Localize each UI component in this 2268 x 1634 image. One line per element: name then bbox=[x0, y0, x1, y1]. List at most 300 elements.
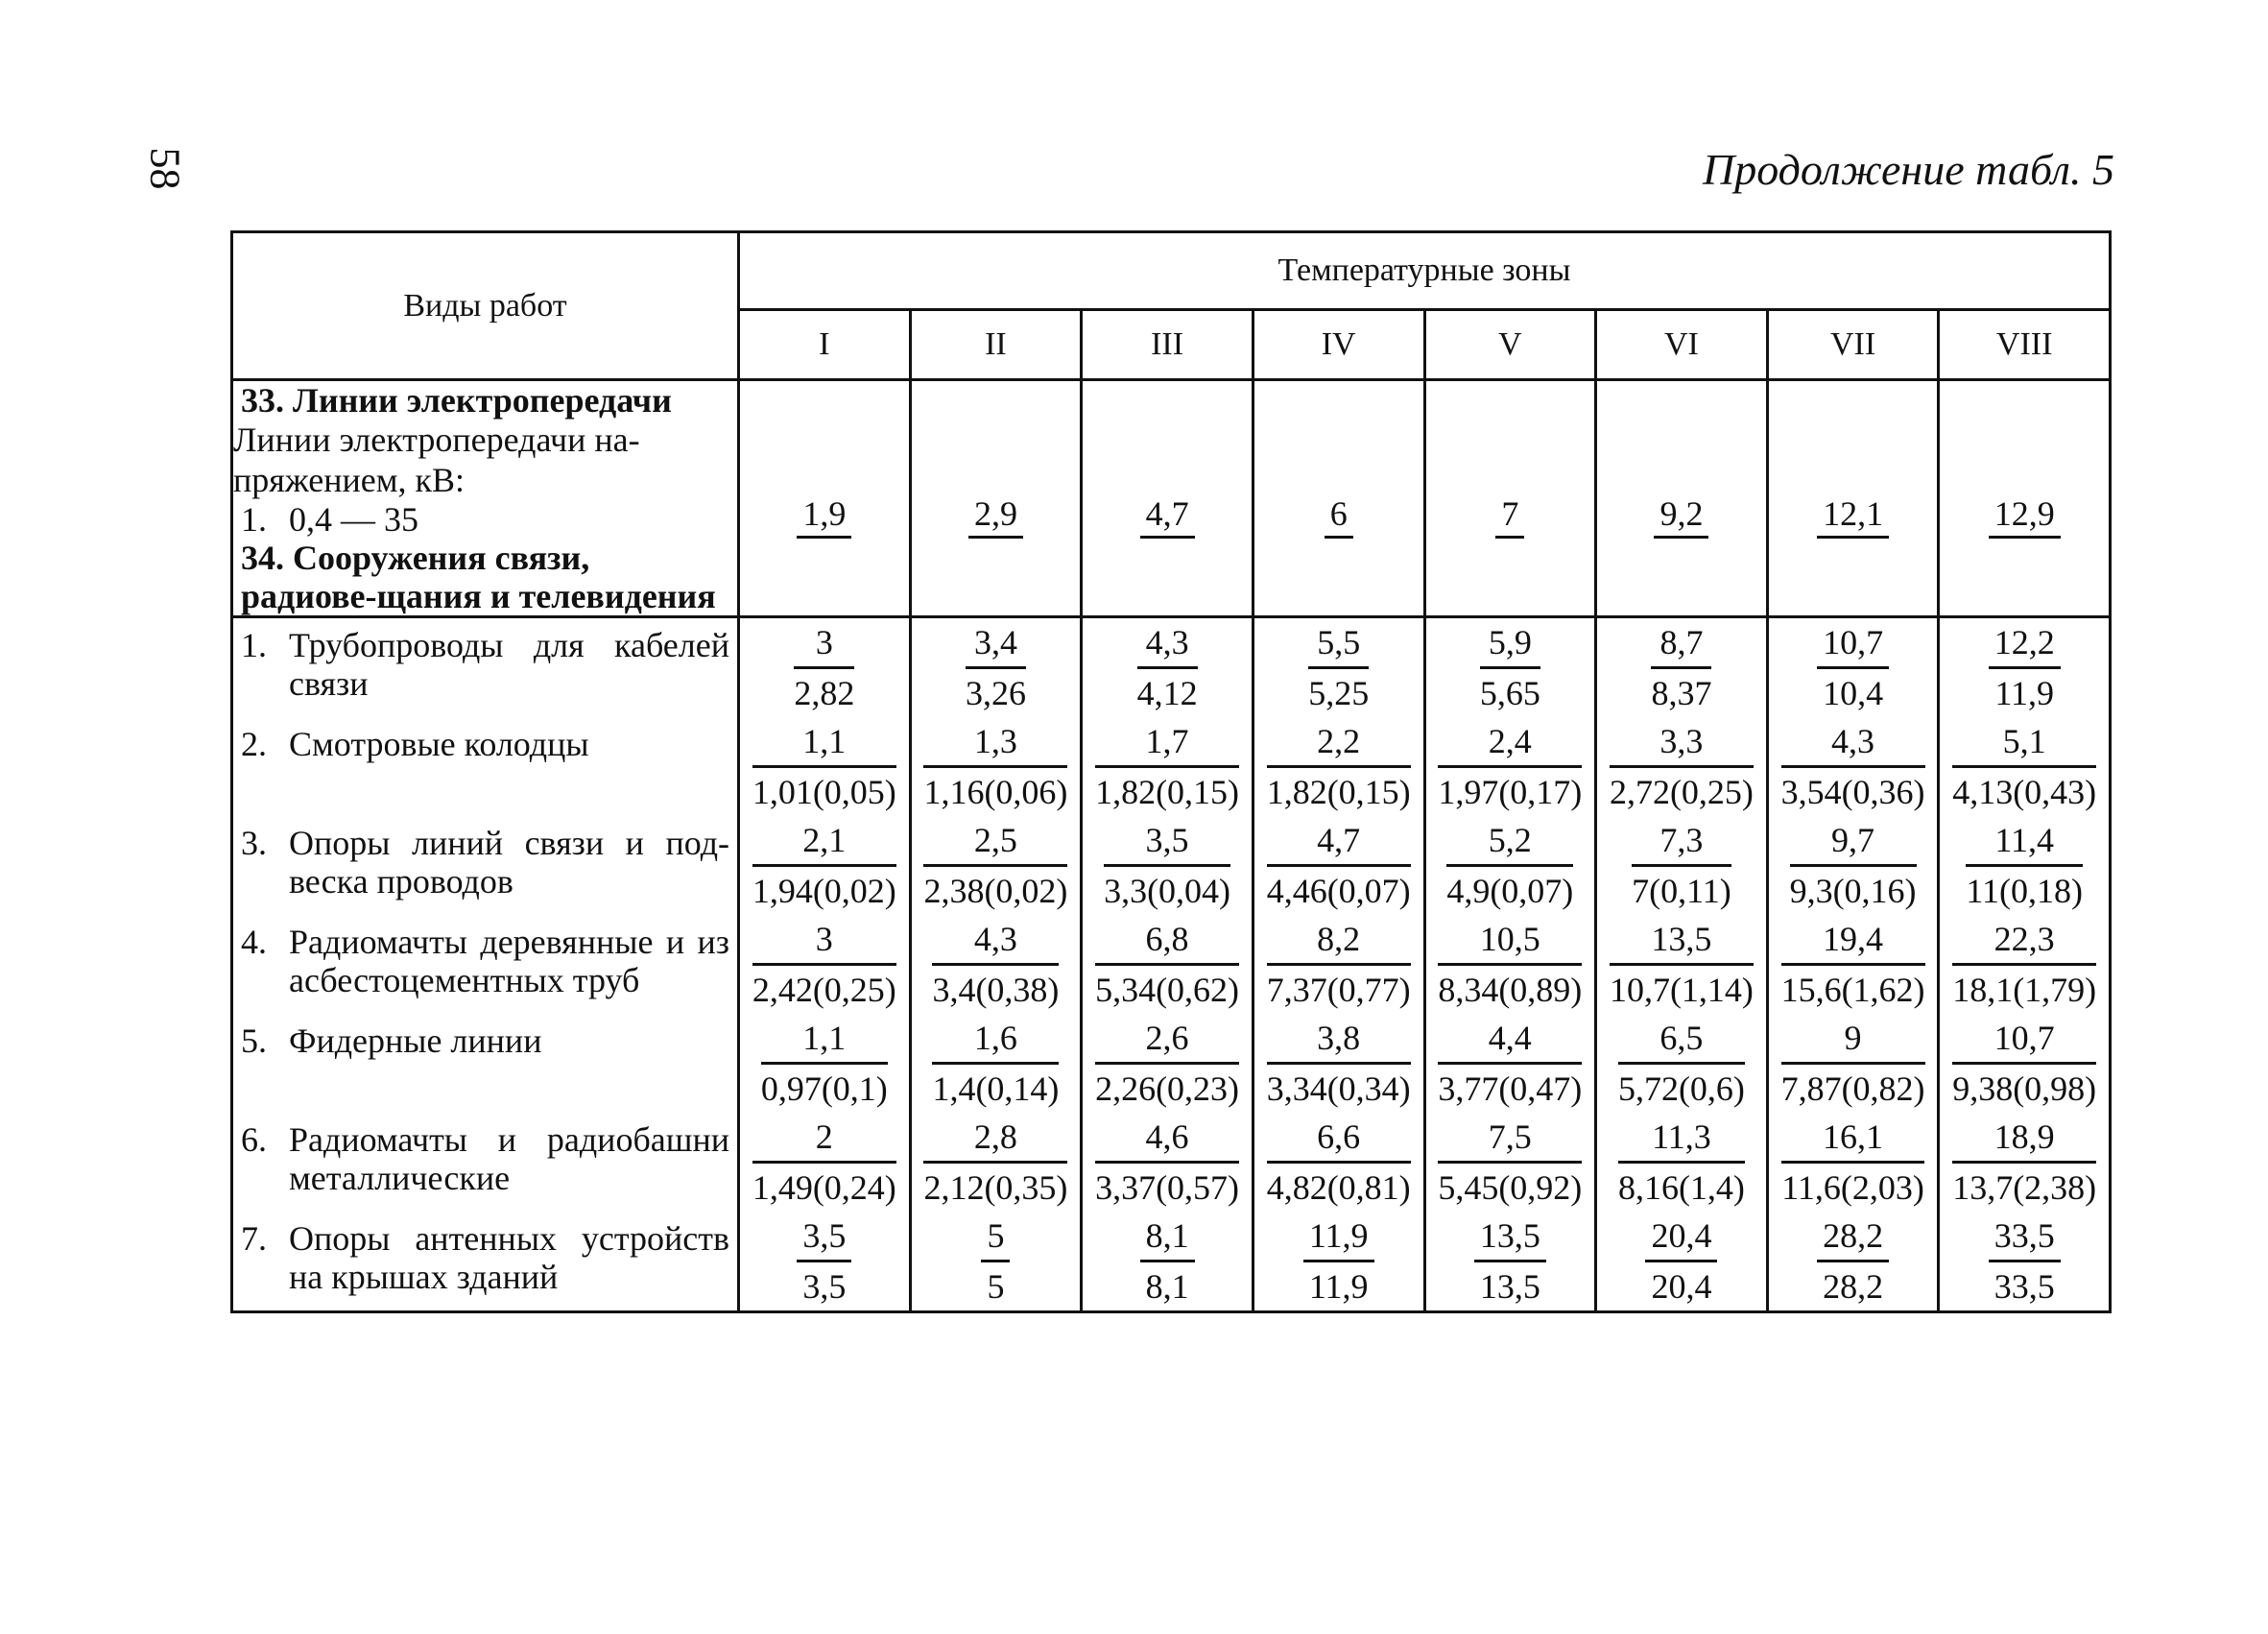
value-cell bbox=[1424, 717, 1596, 816]
denominator: 2,72(0,25) bbox=[1609, 773, 1754, 811]
fraction-value bbox=[1817, 1212, 1889, 1310]
denominator: 2,38(0,02) bbox=[923, 872, 1068, 910]
fraction-value bbox=[1781, 915, 1925, 1014]
empty-cell bbox=[1424, 539, 1596, 617]
numerator: 28,2 bbox=[1817, 1212, 1889, 1262]
value: 2,9 bbox=[968, 492, 1023, 539]
value-cell bbox=[910, 1014, 1082, 1113]
value-cell bbox=[1424, 915, 1596, 1014]
denominator: 11,6(2,03) bbox=[1781, 1168, 1924, 1207]
row-label-cell bbox=[232, 1014, 739, 1113]
row-number: 5. bbox=[241, 1021, 267, 1060]
fraction-value bbox=[752, 915, 896, 1014]
numerator: 10,7 bbox=[1952, 1014, 2096, 1065]
denominator: 1,49(0,24) bbox=[752, 1168, 896, 1207]
value-cell bbox=[739, 1014, 911, 1113]
numerator: 4,3 bbox=[1137, 618, 1198, 669]
table-row bbox=[232, 915, 2111, 1014]
value-cell bbox=[1596, 915, 1768, 1014]
value-cell bbox=[1939, 1014, 2111, 1113]
denominator: 2,12(0,35) bbox=[923, 1168, 1068, 1207]
row-number: 7. bbox=[241, 1219, 267, 1258]
denominator: 3,34(0,34) bbox=[1266, 1069, 1411, 1108]
fraction-value bbox=[1104, 816, 1230, 915]
value: 9,2 bbox=[1654, 492, 1708, 539]
value-cell bbox=[1596, 617, 1768, 718]
value-cell bbox=[739, 816, 911, 915]
numerator: 3 bbox=[752, 915, 896, 966]
numerator: 22,3 bbox=[1952, 915, 2096, 966]
temperature-zones-header: Температурные зоны bbox=[739, 232, 2111, 310]
numerator: 4,7 bbox=[1267, 816, 1411, 867]
fraction-value bbox=[1267, 915, 1411, 1014]
row-label-text: 0,4 — 35 bbox=[289, 500, 418, 539]
norms-table bbox=[230, 230, 2112, 1313]
value-cell bbox=[1082, 1014, 1253, 1113]
zone-header: IV bbox=[1253, 310, 1424, 380]
numerator: 19,4 bbox=[1781, 915, 1925, 966]
fraction-value bbox=[1267, 1014, 1411, 1113]
row-number: 2. bbox=[241, 725, 267, 763]
row-label-text: Радиомачты деревянные и из асбестоцементных труб bbox=[289, 923, 729, 999]
row-label bbox=[233, 1021, 737, 1060]
value-cell bbox=[1424, 1212, 1596, 1312]
denominator: 15,6(1,62) bbox=[1780, 971, 1925, 1009]
fraction-value bbox=[1303, 1212, 1374, 1310]
numerator: 10,7 bbox=[1817, 618, 1889, 669]
numerator: 1,1 bbox=[761, 1014, 888, 1065]
denominator: 4,46(0,07) bbox=[1266, 872, 1411, 910]
numerator: 9 bbox=[1781, 1014, 1925, 1065]
value: 12,9 bbox=[1989, 492, 2061, 539]
numerator: 2,5 bbox=[923, 816, 1067, 867]
row-number: 4. bbox=[241, 923, 267, 961]
empty-cell bbox=[1939, 539, 2111, 617]
numerator: 2,4 bbox=[1438, 717, 1582, 768]
section-33-subtitle: Линии электропередачи на-пряжением, кВ: bbox=[233, 421, 640, 499]
value-cell bbox=[739, 1212, 911, 1312]
numerator: 1,1 bbox=[752, 717, 896, 768]
numerator: 9,7 bbox=[1790, 816, 1917, 867]
numerator: 18,9 bbox=[1952, 1113, 2096, 1164]
value-cell bbox=[1424, 816, 1596, 915]
denominator: 1,82(0,15) bbox=[1266, 773, 1411, 811]
numerator: 3,4 bbox=[966, 618, 1026, 669]
value: 1,9 bbox=[797, 492, 851, 539]
fraction-value bbox=[1137, 618, 1198, 717]
value-cell bbox=[1082, 915, 1253, 1014]
row-label bbox=[233, 1219, 737, 1296]
row-label-cell bbox=[232, 1113, 739, 1212]
value-cell bbox=[910, 915, 1082, 1014]
row-number: 6. bbox=[241, 1120, 267, 1159]
denominator: 5,72(0,6) bbox=[1617, 1069, 1745, 1108]
denominator: 5,25 bbox=[1308, 674, 1370, 712]
denominator: 8,37 bbox=[1651, 674, 1712, 712]
fraction-value bbox=[1480, 618, 1540, 717]
row-label bbox=[233, 824, 737, 901]
fraction-value bbox=[1781, 1014, 1925, 1113]
fraction-value bbox=[932, 1014, 1059, 1113]
row-label-text: Трубопроводы для кабелей связи bbox=[289, 626, 729, 703]
denominator: 5,45(0,92) bbox=[1438, 1168, 1583, 1207]
numerator: 3,5 bbox=[1104, 816, 1230, 867]
denominator: 1,01(0,05) bbox=[752, 773, 896, 811]
denominator: 7(0,11) bbox=[1632, 872, 1731, 910]
value-cell bbox=[1424, 617, 1596, 718]
empty-cell bbox=[1082, 539, 1253, 617]
fraction-value bbox=[1632, 816, 1731, 915]
row-label bbox=[233, 725, 737, 763]
denominator: 7,87(0,82) bbox=[1780, 1069, 1925, 1108]
numerator: 5 bbox=[981, 1212, 1010, 1262]
numerator: 2 bbox=[752, 1113, 896, 1164]
value-cell bbox=[1424, 380, 1596, 540]
denominator: 9,3(0,16) bbox=[1789, 872, 1917, 910]
fraction-value bbox=[1817, 618, 1889, 717]
numerator: 5,2 bbox=[1446, 816, 1573, 867]
zone-header: VII bbox=[1767, 310, 1939, 380]
fraction-value bbox=[1618, 1014, 1745, 1113]
numerator: 4,4 bbox=[1438, 1014, 1582, 1065]
numerator: 7,5 bbox=[1438, 1113, 1582, 1164]
denominator: 3,54(0,36) bbox=[1780, 773, 1925, 811]
value-cell bbox=[1939, 1212, 2111, 1312]
fraction-value bbox=[1095, 1014, 1239, 1113]
table-row bbox=[232, 1014, 2111, 1113]
row-label bbox=[233, 1120, 737, 1197]
denominator: 8,16(1,4) bbox=[1617, 1168, 1745, 1207]
denominator: 10,7(1,14) bbox=[1609, 971, 1754, 1009]
denominator: 8,34(0,89) bbox=[1438, 971, 1583, 1009]
denominator: 5 bbox=[987, 1267, 1005, 1306]
row-number: 3. bbox=[241, 824, 267, 862]
numerator: 8,1 bbox=[1140, 1212, 1195, 1262]
value: 6 bbox=[1325, 492, 1353, 539]
fraction-value bbox=[761, 1014, 888, 1113]
row-label-cell bbox=[232, 717, 739, 816]
fraction-value bbox=[1438, 1113, 1582, 1212]
fraction-value bbox=[1989, 1212, 2061, 1310]
value-cell bbox=[1767, 717, 1939, 816]
numerator: 10,5 bbox=[1438, 915, 1582, 966]
fraction-value bbox=[1446, 816, 1573, 915]
denominator: 1,4(0,14) bbox=[932, 1069, 1060, 1108]
row-label bbox=[233, 626, 737, 703]
value-cell bbox=[910, 1212, 1082, 1312]
numerator: 5,9 bbox=[1480, 618, 1540, 669]
numerator: 11,3 bbox=[1618, 1113, 1745, 1164]
numerator: 6,8 bbox=[1095, 915, 1239, 966]
denominator: 5,65 bbox=[1479, 674, 1540, 712]
denominator: 1,97(0,17) bbox=[1438, 773, 1583, 811]
value-cell bbox=[1596, 380, 1768, 540]
row-label-text: Фидерные линии bbox=[289, 1021, 542, 1060]
value-cell bbox=[1939, 816, 2111, 915]
value: 12,1 bbox=[1817, 492, 1889, 539]
fraction-value bbox=[1095, 915, 1239, 1014]
row-label bbox=[233, 923, 737, 999]
value-cell bbox=[1082, 1212, 1253, 1312]
section-34-title-row bbox=[232, 539, 2111, 617]
value-cell bbox=[910, 1113, 1082, 1212]
denominator: 5,34(0,62) bbox=[1095, 971, 1240, 1009]
fraction-value bbox=[1474, 1212, 1546, 1310]
numerator: 2,1 bbox=[752, 816, 896, 867]
empty-cell bbox=[739, 539, 911, 617]
fraction-value bbox=[1267, 816, 1411, 915]
fraction-value bbox=[1952, 1113, 2096, 1212]
fraction-value bbox=[923, 717, 1067, 816]
numerator: 1,7 bbox=[1095, 717, 1239, 768]
table-row bbox=[232, 717, 2111, 816]
value-cell bbox=[1253, 617, 1424, 718]
value-cell bbox=[1253, 816, 1424, 915]
zone-header: VI bbox=[1596, 310, 1768, 380]
empty-cell bbox=[1767, 539, 1939, 617]
fraction-value bbox=[923, 1113, 1067, 1212]
fraction-value bbox=[966, 618, 1026, 717]
value-cell bbox=[1767, 617, 1939, 718]
value-cell bbox=[1082, 816, 1253, 915]
denominator: 2,26(0,23) bbox=[1095, 1069, 1240, 1108]
numerator: 4,3 bbox=[1781, 717, 1925, 768]
denominator: 7,37(0,77) bbox=[1266, 971, 1411, 1009]
fraction-value bbox=[981, 1212, 1010, 1310]
work-types-header: Виды работ bbox=[232, 232, 739, 380]
denominator: 20,4 bbox=[1651, 1267, 1712, 1306]
value-cell bbox=[1939, 617, 2111, 718]
fraction-value bbox=[1095, 1113, 1239, 1212]
section-34-rows bbox=[232, 617, 2111, 1312]
value-cell bbox=[910, 816, 1082, 915]
value-cell bbox=[739, 380, 911, 540]
denominator: 0,97(0,1) bbox=[760, 1069, 888, 1108]
denominator: 18,1(1,79) bbox=[1952, 971, 2097, 1009]
numerator: 2,8 bbox=[923, 1113, 1067, 1164]
row-label-text: Опоры антенных устройств на крышах зданий bbox=[289, 1219, 729, 1296]
empty-cell bbox=[1596, 539, 1768, 617]
value-cell bbox=[1253, 915, 1424, 1014]
section-34-label-cell bbox=[232, 539, 739, 617]
denominator: 9,38(0,98) bbox=[1952, 1069, 2097, 1108]
value-cell bbox=[1253, 1014, 1424, 1113]
zone-header: II bbox=[910, 310, 1082, 380]
value-cell bbox=[739, 915, 911, 1014]
row-label-cell bbox=[232, 816, 739, 915]
fraction-value bbox=[1438, 1014, 1582, 1113]
fraction-value bbox=[923, 816, 1067, 915]
denominator: 3,37(0,57) bbox=[1095, 1168, 1240, 1207]
value-cell bbox=[910, 617, 1082, 718]
value-cell bbox=[1424, 1113, 1596, 1212]
numerator: 4,3 bbox=[932, 915, 1059, 966]
numerator: 13,5 bbox=[1610, 915, 1754, 966]
section-33-title: 33. Линии электропередачи bbox=[241, 381, 672, 420]
denominator: 3,77(0,47) bbox=[1438, 1069, 1583, 1108]
section-33-row bbox=[232, 380, 2111, 540]
value-cell bbox=[739, 1113, 911, 1212]
zone-header: VIII bbox=[1939, 310, 2111, 380]
value-cell bbox=[1596, 1014, 1768, 1113]
fraction-value bbox=[752, 717, 896, 816]
fraction-value bbox=[1952, 717, 2096, 816]
table-row bbox=[232, 617, 2111, 718]
value-cell bbox=[1424, 1014, 1596, 1113]
fraction-value bbox=[794, 618, 854, 717]
numerator: 13,5 bbox=[1474, 1212, 1546, 1262]
fraction-value bbox=[1952, 915, 2096, 1014]
value-cell bbox=[1767, 816, 1939, 915]
value-cell bbox=[1082, 617, 1253, 718]
numerator: 7,3 bbox=[1632, 816, 1731, 867]
value-cell bbox=[1596, 1212, 1768, 1312]
numerator: 3 bbox=[794, 618, 854, 669]
value-cell bbox=[1767, 1014, 1939, 1113]
value-cell bbox=[1253, 1212, 1424, 1312]
value-cell bbox=[1253, 1113, 1424, 1212]
fraction-value bbox=[797, 1212, 851, 1310]
numerator: 8,2 bbox=[1267, 915, 1411, 966]
denominator: 2,42(0,25) bbox=[752, 971, 896, 1009]
value-cell bbox=[1082, 717, 1253, 816]
row-label-text: Опоры линий связи и под-веска проводов bbox=[289, 824, 729, 901]
fraction-value bbox=[1790, 816, 1917, 915]
zone-header: III bbox=[1082, 310, 1253, 380]
value-cell bbox=[1767, 380, 1939, 540]
row-number: 1. bbox=[241, 626, 267, 664]
value-cell bbox=[910, 717, 1082, 816]
numerator: 11,4 bbox=[1966, 816, 2083, 867]
denominator: 13,5 bbox=[1479, 1267, 1540, 1306]
numerator: 3,3 bbox=[1610, 717, 1754, 768]
value: 4,7 bbox=[1140, 492, 1195, 539]
value-cell bbox=[739, 617, 911, 718]
denominator: 28,2 bbox=[1823, 1267, 1884, 1306]
fraction-value bbox=[932, 915, 1059, 1014]
denominator: 1,16(0,06) bbox=[923, 773, 1068, 811]
value-cell bbox=[1767, 915, 1939, 1014]
value-cell bbox=[1596, 1113, 1768, 1212]
numerator: 20,4 bbox=[1645, 1212, 1717, 1262]
page-number: 58 bbox=[141, 147, 189, 190]
denominator: 3,26 bbox=[965, 674, 1026, 712]
numerator: 2,2 bbox=[1267, 717, 1411, 768]
value-cell bbox=[739, 717, 911, 816]
numerator: 33,5 bbox=[1989, 1212, 2061, 1262]
fraction-value bbox=[1989, 618, 2061, 717]
numerator: 11,9 bbox=[1303, 1212, 1374, 1262]
value-cell bbox=[1082, 1113, 1253, 1212]
row-label-cell bbox=[232, 1212, 739, 1312]
numerator: 16,1 bbox=[1781, 1113, 1924, 1164]
numerator: 5,1 bbox=[1952, 717, 2096, 768]
value-cell bbox=[1596, 816, 1768, 915]
fraction-value bbox=[1438, 915, 1582, 1014]
fraction-value bbox=[1966, 816, 2083, 915]
denominator: 4,12 bbox=[1136, 674, 1198, 712]
value-cell bbox=[1767, 1212, 1939, 1312]
empty-cell bbox=[910, 539, 1082, 617]
value-cell bbox=[1767, 1113, 1939, 1212]
fraction-value bbox=[752, 1113, 896, 1212]
denominator: 3,4(0,38) bbox=[932, 971, 1060, 1009]
fraction-value bbox=[1610, 915, 1754, 1014]
value-cell bbox=[910, 380, 1082, 540]
section-33-label-cell bbox=[232, 380, 739, 540]
value-cell bbox=[1596, 717, 1768, 816]
numerator: 6,5 bbox=[1618, 1014, 1745, 1065]
value: 7 bbox=[1495, 492, 1524, 539]
numerator: 2,6 bbox=[1095, 1014, 1239, 1065]
row-label-text: Радиомачты и радиобашни металлические bbox=[289, 1120, 729, 1197]
numerator: 1,6 bbox=[932, 1014, 1059, 1065]
table-row bbox=[232, 816, 2111, 915]
section-33-row-1-label bbox=[233, 500, 737, 539]
value-cell bbox=[1939, 380, 2111, 540]
denominator: 13,7(2,38) bbox=[1952, 1168, 2097, 1207]
fraction-value bbox=[1952, 1014, 2096, 1113]
section-34-title: 34. Сооружения связи, радиове-щания и телевидения bbox=[241, 539, 716, 615]
fraction-value bbox=[752, 816, 896, 915]
denominator: 2,82 bbox=[794, 674, 855, 712]
fraction-value bbox=[1140, 1212, 1195, 1310]
denominator: 8,1 bbox=[1145, 1267, 1189, 1306]
fraction-value bbox=[1267, 1113, 1411, 1212]
fraction-value bbox=[1438, 717, 1582, 816]
denominator: 1,94(0,02) bbox=[752, 872, 896, 910]
fraction-value bbox=[1267, 717, 1411, 816]
value-cell bbox=[1253, 717, 1424, 816]
fraction-value bbox=[1610, 717, 1754, 816]
numerator: 4,6 bbox=[1095, 1113, 1239, 1164]
table-continuation-caption: Продолжение табл. 5 bbox=[1703, 145, 2114, 194]
value-cell bbox=[1082, 380, 1253, 540]
table-row bbox=[232, 1113, 2111, 1212]
denominator: 3,5 bbox=[802, 1267, 847, 1306]
denominator: 10,4 bbox=[1823, 674, 1884, 712]
numerator: 3,8 bbox=[1267, 1014, 1411, 1065]
value-cell bbox=[1939, 915, 2111, 1014]
denominator: 4,9(0,07) bbox=[1446, 872, 1574, 910]
numerator: 8,7 bbox=[1651, 618, 1711, 669]
row-number: 1. bbox=[241, 500, 267, 539]
denominator: 11(0,18) bbox=[1966, 872, 2083, 910]
numerator: 1,3 bbox=[923, 717, 1067, 768]
numerator: 12,2 bbox=[1989, 618, 2061, 669]
denominator: 4,82(0,81) bbox=[1266, 1168, 1411, 1207]
denominator: 11,9 bbox=[1994, 674, 2055, 712]
fraction-value bbox=[1781, 1113, 1924, 1212]
fraction-value bbox=[1618, 1113, 1745, 1212]
row-label-cell bbox=[232, 617, 739, 718]
fraction-value bbox=[1095, 717, 1239, 816]
numerator: 6,6 bbox=[1267, 1113, 1411, 1164]
row-label-text: Смотровые колодцы bbox=[289, 725, 589, 763]
fraction-value bbox=[1651, 618, 1711, 717]
row-label-cell bbox=[232, 915, 739, 1014]
value-cell bbox=[1939, 1113, 2111, 1212]
empty-cell bbox=[1253, 539, 1424, 617]
denominator: 11,9 bbox=[1308, 1267, 1369, 1306]
denominator: 4,13(0,43) bbox=[1952, 773, 2097, 811]
fraction-value bbox=[1645, 1212, 1717, 1310]
denominator: 1,82(0,15) bbox=[1095, 773, 1240, 811]
fraction-value bbox=[1781, 717, 1925, 816]
value-cell bbox=[1939, 717, 2111, 816]
fraction-value bbox=[1308, 618, 1369, 717]
table-row bbox=[232, 1212, 2111, 1312]
